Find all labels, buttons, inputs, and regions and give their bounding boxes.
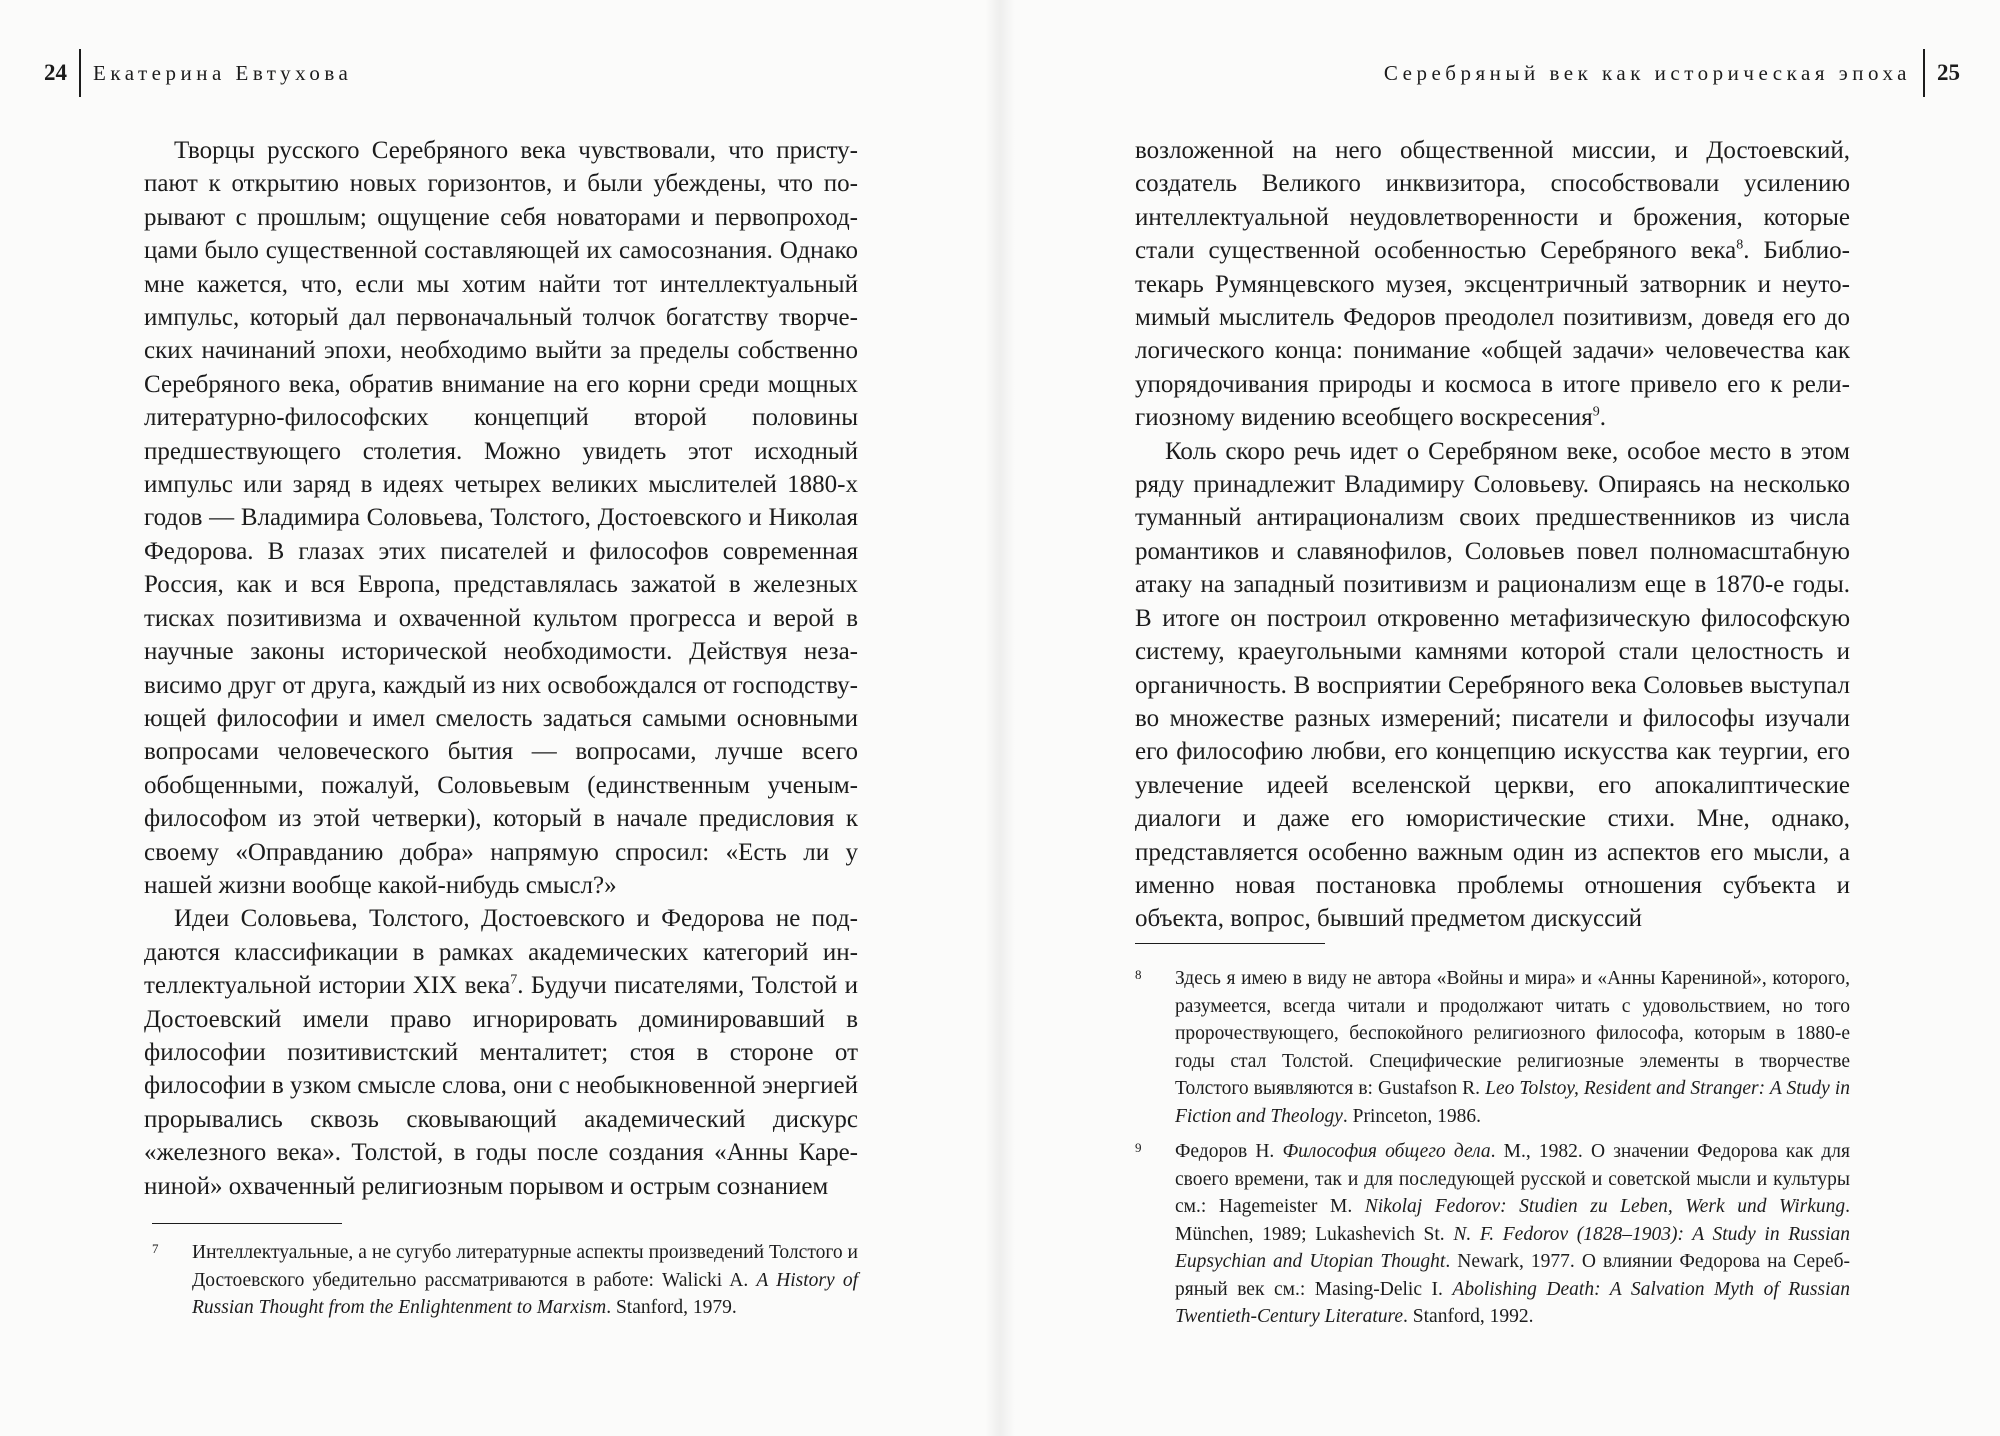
paragraph: Коль скоро речь идет о Серебряном веке, особое место в этом ряду принадлежит Владимиру Соловьеву. Опираясь на несколько туманный антирационализм своих предшественников из числа романтиков и славянофилов, Соловьев повел полномасштабную атаку на западный позитивизм и рационализм еще в 1870-е годы. В итоге он построил откровенно метафизическую философскую систему, краеугольными камнями которой стали целостность и органичность. В восприятии Серебряного века Соловьев выступал во множестве разных измерений; писатели и философы изучали его философию любви, его концепцию искусства как теургии, его увлечение идеей вселенской церкви, его апокалиптические диалоги и даже его юмористические стихи. Мне, однако, представляется особенно важным один из аспектов его мысли, а именно новая постановка проблемы отношения субъекта и объекта, вопрос, бывший предметом дискуссий xyxy=(1135,437,1850,933)
left-footnotes xyxy=(152,1239,858,1330)
footnote: 9 Федоров Н. Философия общего дела. М., 1982. О значении Федорова как для своего времени, так и для последующей русской и советской мысли и культуры см.: Hagemeister M. Nikolaj Fedorov: Studien zu Leben, Werk und Wirkung. München, 1989; Lukashevich St. N. F. Fedorov (1828–1903): A Study in Russian Eupsychian and Utopian Thought. Newark, 1977. О влиянии Федорова на Серебряный век см.: Masing-Delic I. Abolishing Death: A Salvation Myth of Russian Twentieth-Century Literature. Stanford, 1992. xyxy=(1135,1138,1850,1331)
paragraph: Идеи Соловьева, Толстого, Достоевского и Федорова не поддаются классификации в рамках академических категорий интеллектуальной истории XIX века$^7$. Будучи писателями, Толстой и Достоевский имели право игнорировать доминировавший в философии позитивистский менталитет; стоя в стороне от философии в узком смысле слова, они с необыкновенной энергией прорывались сквозь сковывающий академический дискурс «железного века». Толстой, в годы после создания «Анны Карениной» охваченный религиозным порывом и острым сознанием xyxy=(144,905,859,1200)
paragraph: Творцы русского Серебряного века чувствовали, что приступают к открытию новых горизонтов, и были убеждены, что порывают с прошлым; ощущение себя новаторами и первопроходцами было существенной составляющей их самосознания. Однако мне кажется, что, если мы хотим найти тот интеллектуальный импульс, который дал первоначальный толчок богатству творческих начинаний эпохи, необходимо выйти за пределы собственно Серебряного века, обратив внимание на его корни среди мощных литературно-философских концепций второй половины предшествующего столетия. Можно увидеть этот исходный импульс или заряд в идеях четырех великих мыслителей 1880-х годов — Владимира Соловьева, Толстого, Достоевского и Николая Федорова. В глазах этих писателей и философов современная Россия, как и вся Европа, представлялась зажатой в железных тисках позитивизма и охваченной культом прогресса и верой в научные законы исторической необходимости. Действуя независимо друг от друга, каждый из них освобождался от господствующей философии и имел смелость задаться самыми основными вопросами человеческого бытия — вопросами, лучше всего обобщенными, пожалуй, Соловьевым (единственным ученым-философом из этой четверки), который в начале предисловия к своему «Оправданию добра» напрямую спросил: «Есть ли у нашей жизни вообще какой-нибудь смысл?» xyxy=(144,137,858,899)
running-head: Серебряный век как историческая эпоха xyxy=(1383,60,1911,85)
left-body-text xyxy=(144,134,858,1203)
page-number: 25 xyxy=(1937,60,1960,85)
footnote-rule xyxy=(1135,943,1325,944)
header-rule xyxy=(79,49,81,97)
footnote-number: 7 xyxy=(152,1241,159,1256)
footnote-rule xyxy=(152,1223,342,1224)
left-header xyxy=(44,48,352,98)
right-body-text xyxy=(1135,134,1850,936)
right-header xyxy=(1384,48,1960,98)
header-rule xyxy=(1923,49,1925,97)
footnote-number: 9 xyxy=(1135,1140,1142,1155)
right-footnotes xyxy=(1135,965,1850,1339)
footnote: 7 Интеллектуальные, а не сугубо литературные аспекты произведений Толстого и Достоевского убедительно рассматриваются в работе: Walicki A. A History of Russian Thought from the Enlightenment to Marxism. Stanford, 1979. xyxy=(152,1239,858,1322)
footnote: 8 Здесь я имею в виду не автора «Войны и мира» и «Анны Карениной», которого, разумеется, всегда читали и продолжают читать с удовольствием, но того пророчествующего, беспокойного религиозного философа, которым в 1880-е годы стал Толстой. Специфические религиозные элементы в творчестве Толстого выявляются в: Gustafson R. Leo Tolstoy, Resident and Stranger: A Study in Fiction and Theology. Princeton, 1986. xyxy=(1135,965,1850,1130)
paragraph: возложенной на него общественной миссии, и Достоевский, создатель Великого инквизитора, способствовали усилению интеллектуальной неудовлетворенности и брожения, которые стали существенной особенностью Серебряного века$^8$. Библиотекарь Румянцевского музея, эксцентричный затворник и неутомимый мыслитель Федоров преодолел позитивизм, доведя его до логического конца: понимание «общей задачи» человечества как упорядочивания природы и космоса в итоге привело его к религиозному видению всеобщего воскресения$^9$. xyxy=(1135,137,1850,432)
footnote-ref[interactable]: 8 xyxy=(1736,237,1744,253)
right-page xyxy=(1000,0,2000,1436)
footnote-ref[interactable]: 9 xyxy=(1592,404,1600,420)
page-number: 24 xyxy=(44,60,67,85)
footnote-ref[interactable]: 7 xyxy=(510,972,518,988)
running-head: Екатерина Евтухова xyxy=(93,60,353,85)
footnote-number: 8 xyxy=(1135,967,1142,982)
